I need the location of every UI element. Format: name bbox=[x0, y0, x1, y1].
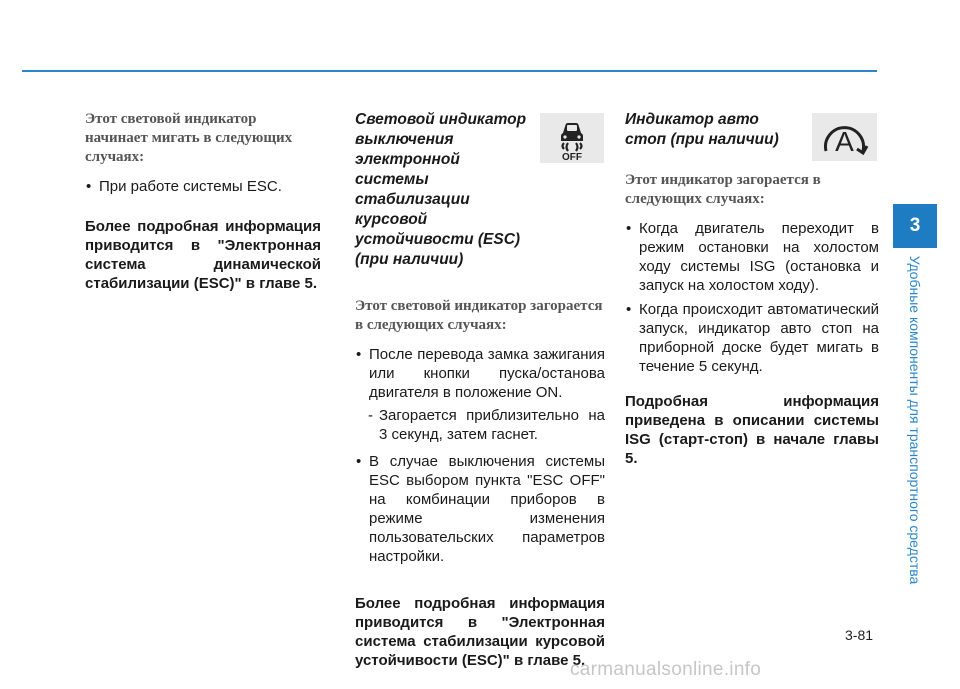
sub-list-item: - Загорается приблизительно на 3 секунд, затем гаснет. bbox=[355, 406, 605, 444]
chapter-number-tab: 3 bbox=[893, 204, 937, 248]
section-heading: Этот световой индикатор начинает мигать в следующих случаях: bbox=[85, 111, 293, 165]
list-item: • Когда двигатель переходит в режим остановки на холостом ходу системы ISG (остановка и запуск на холостом ходу). bbox=[625, 219, 879, 295]
more-info-paragraph: Более подробная информация приводится в "Электронная система динамической стабилизации (ESC)" в главе 5. bbox=[85, 218, 321, 292]
list-item: • Когда происходит автоматический запуск, индикатор авто стоп на приборной доске будет мигать в течение 5 секунд. bbox=[625, 300, 879, 376]
column-esc-blinking bbox=[85, 110, 321, 293]
auto-stop-icon-letter: A bbox=[835, 126, 854, 157]
chapter-title-vertical: Удобные компоненты для транспортного средства bbox=[907, 255, 923, 585]
section-heading: Этот индикатор загорается в следующих случаях: bbox=[625, 172, 821, 207]
more-info-paragraph: Более подробная информация приводится в "Электронная система стабилизации курсовой устойчивости (ESC)" в главе 5. bbox=[355, 595, 605, 669]
top-rule bbox=[22, 70, 877, 72]
page-number: 3-81 bbox=[845, 627, 874, 643]
column-auto-stop bbox=[625, 110, 879, 468]
section-title: Индикатор авто стоп (при наличии) bbox=[625, 111, 779, 148]
column-esc-off bbox=[355, 110, 605, 670]
list-item: • В случае выключения системы ESC выбором пункта "ESC OFF" на комбинации приборов в режиме изменения пользовательских параметров настройки. bbox=[355, 452, 605, 566]
list-item: • При работе системы ESC. bbox=[85, 177, 321, 196]
list-item: • После перевода замка зажигания или кнопки пуска/останова двигателя в положение ON. bbox=[355, 345, 605, 402]
more-info-paragraph: Подробная информация приведена в описании системы ISG (старт-стоп) в начале главы 5. bbox=[625, 393, 879, 467]
section-heading: Этот световой индикатор загорается в следующих случаях: bbox=[355, 298, 603, 333]
section-title bbox=[355, 110, 535, 270]
esc-off-icon-label: OFF bbox=[562, 152, 582, 163]
section-title-text: Световой индикатор выключения электронной системы стабилизации курсовой устойчивости (ESC) (при наличии) bbox=[355, 111, 527, 268]
watermark: carmanualsonline.info bbox=[570, 659, 762, 680]
